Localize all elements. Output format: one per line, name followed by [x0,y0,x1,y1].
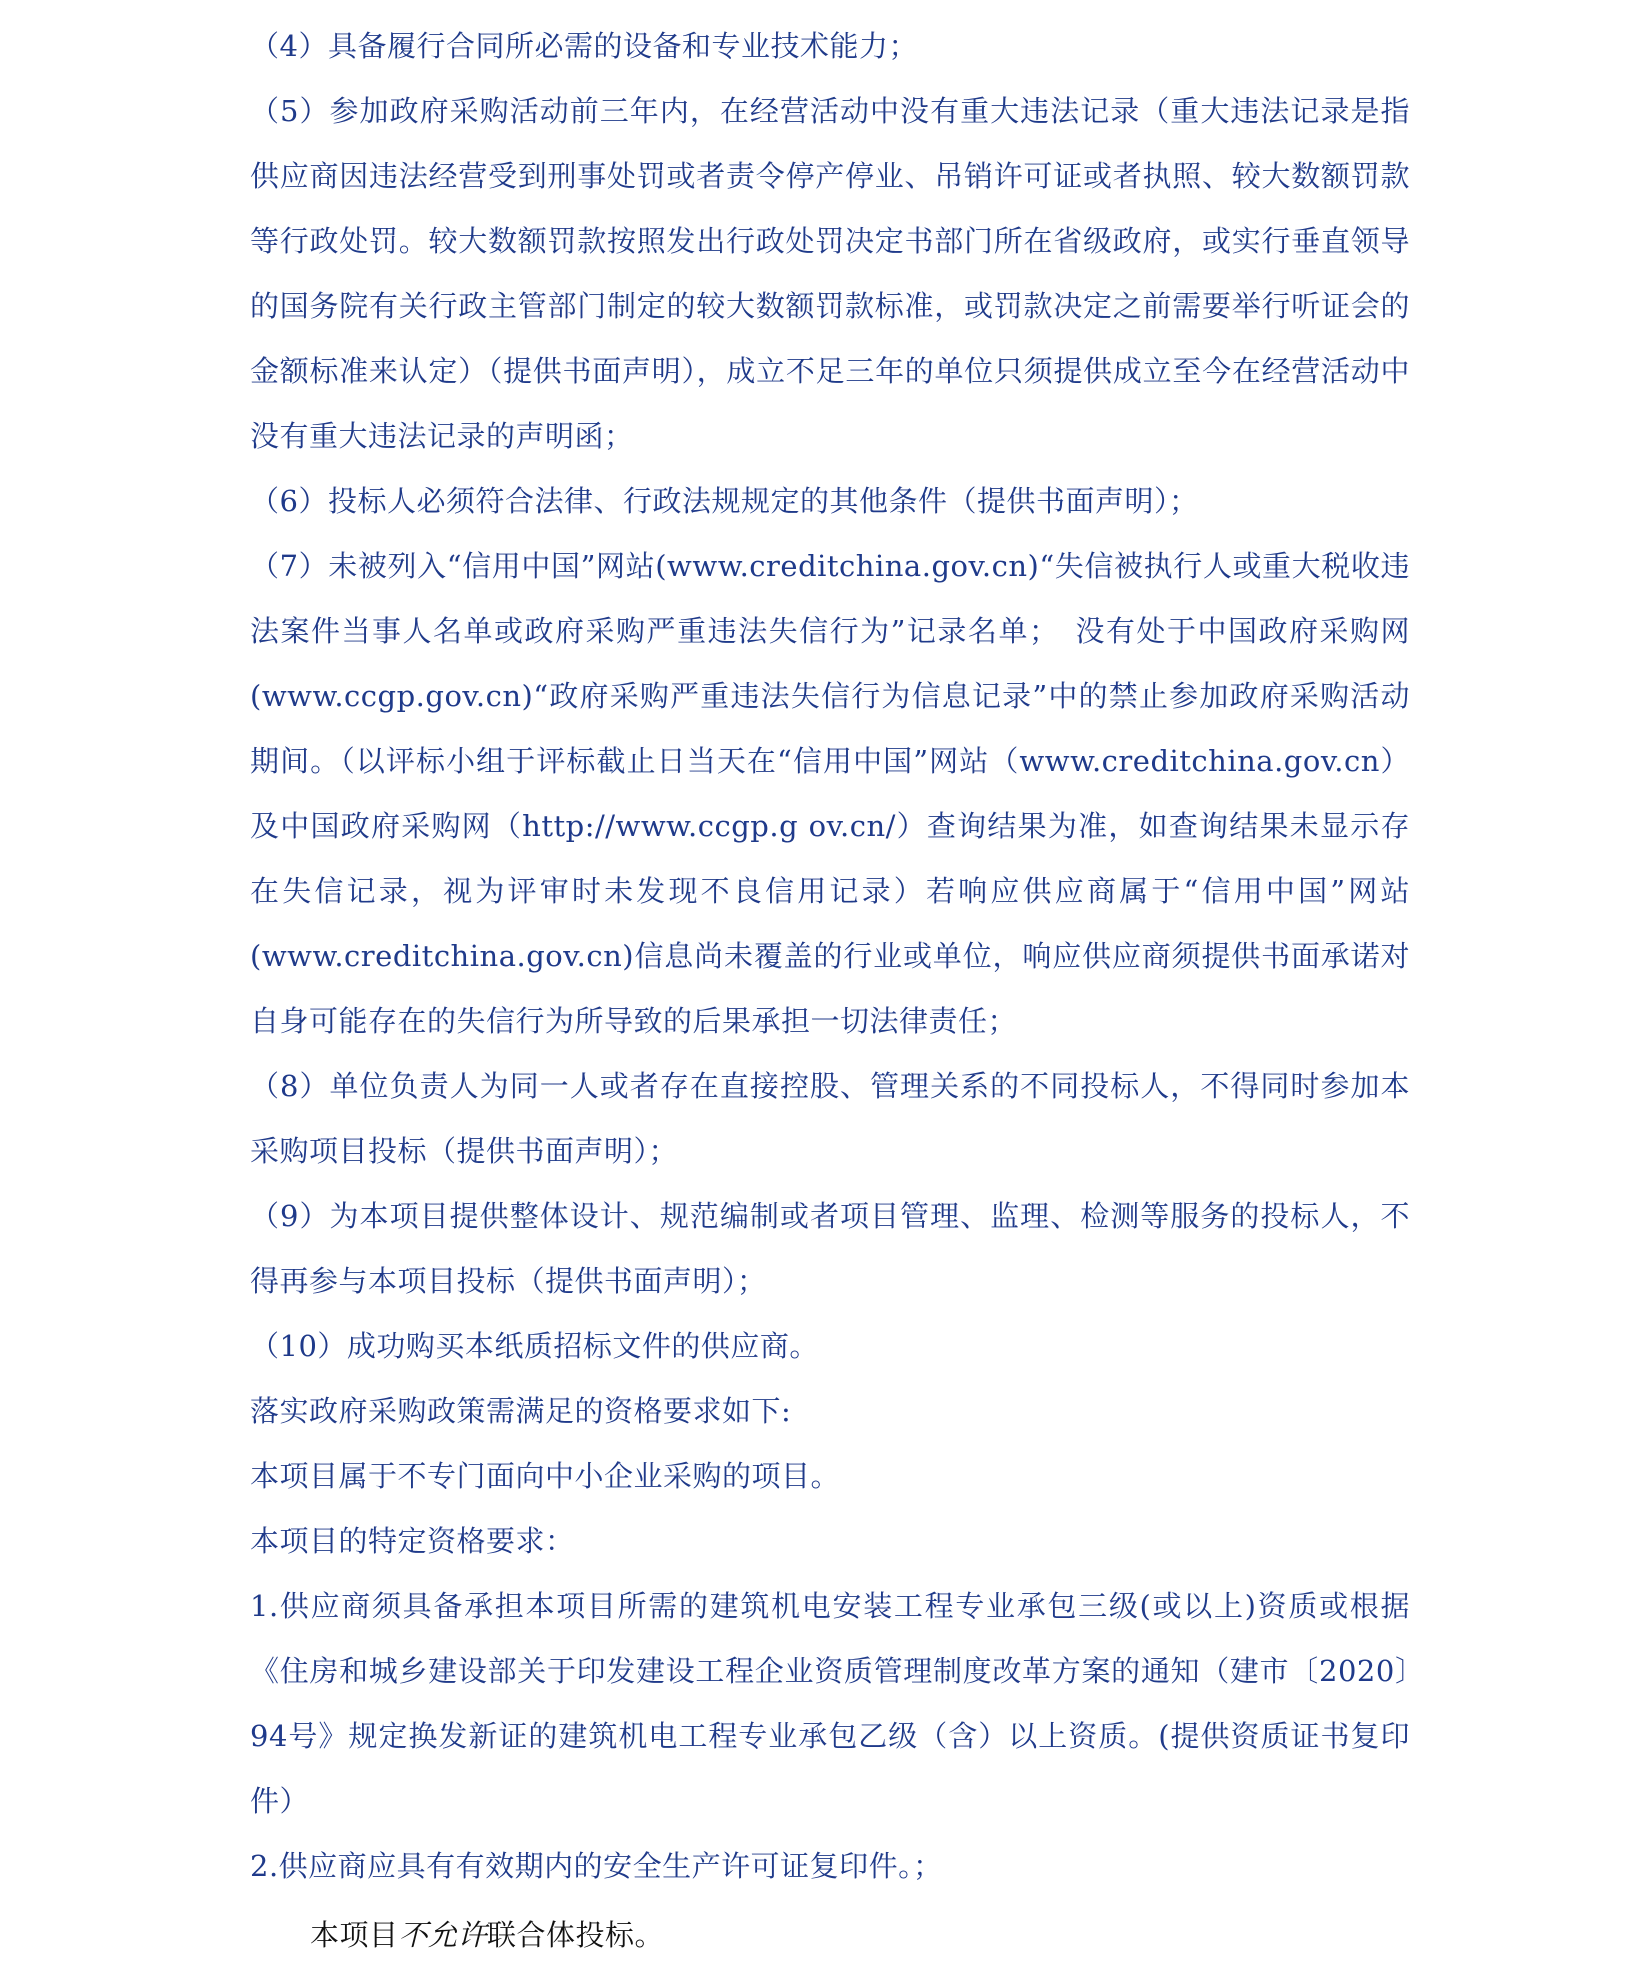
specific-requirement-2: 2.供应商应具有有效期内的安全生产许可证复印件。； [250,1849,943,1883]
clause-7: （7）未被列入“信用中国”网站(www.creditchina.gov.cn)“失信被执行人或重大税收违法案件当事人名单或政府采购严重违法失信行为”记录名单； 没有处于中国政府采购网(www.ccgp.gov.cn)“政府采购严重违法失信行为信息记录”中的禁止参加政府采购活动期间。（以评标小组于评标截止日当天在“信用中国”网站（www.creditchina.gov.cn）及中国政府采购网（http://www.ccgp.g ov.cn/）查询结果为准，如查询结果未显示存在失信记录，视为评审时未发现不良信用记录）若响应供应商属于“信用中国”网站(www.creditchina.gov.cn)信息尚未覆盖的行业或单位，响应供应商须提供书面承诺对自身可能存在的失信行为所导致的后果承担一切法律责任； [250,549,1410,1038]
document-page [250,14,1410,1968]
specific-requirement-1: 1.供应商须具备承担本项目所需的建筑机电安装工程专业承包三级(或以上)资质或根据《住房和城乡建设部关于印发建设工程企业资质管理制度改革方案的通知（建市〔2020〕94号》规定换发新证的建筑机电工程专业承包乙级（含）以上资质。(提供资质证书复印件） [250,1589,1410,1818]
clause-10: （10）成功购买本纸质招标文件的供应商。 [250,1329,819,1363]
consortium-statement [250,1903,1410,1968]
consortium-suffix: 联合体投标。 [487,1918,665,1952]
clause-4: （4）具备履行合同所必需的设备和专业技术能力； [250,29,918,63]
clause-9: （9）为本项目提供整体设计、规范编制或者项目管理、监理、检测等服务的投标人，不得再参与本项目投标（提供书面声明）； [250,1199,1410,1298]
sme-statement: 本项目属于不专门面向中小企业采购的项目。 [250,1459,841,1493]
consortium-emphasis: 不允许 [398,1918,488,1952]
clause-8: （8）单位负责人为同一人或者存在直接控股、管理关系的不同投标人，不得同时参加本采购项目投标（提供书面声明）； [250,1069,1410,1168]
consortium-prefix: 本项目 [310,1918,399,1952]
specific-requirements-heading: 本项目的特定资格要求： [250,1524,575,1558]
clause-5: （5）参加政府采购活动前三年内，在经营活动中没有重大违法记录（重大违法记录是指供应商因违法经营受到刑事处罚或者责令停产停业、吊销许可证或者执照、较大数额罚款等行政处罚。较大数额罚款按照发出行政处罚决定书部门所在省级政府，或实行垂直领导的国务院有关行政主管部门制定的较大数额罚款标准，或罚款决定之前需要举行听证会的金额标准来认定）（提供书面声明），成立不足三年的单位只须提供成立至今在经营活动中没有重大违法记录的声明函； [250,94,1410,453]
policy-requirements-heading: 落实政府采购政策需满足的资格要求如下: [250,1394,792,1428]
clause-6: （6）投标人必须符合法律、行政法规规定的其他条件（提供书面声明）； [250,484,1199,518]
